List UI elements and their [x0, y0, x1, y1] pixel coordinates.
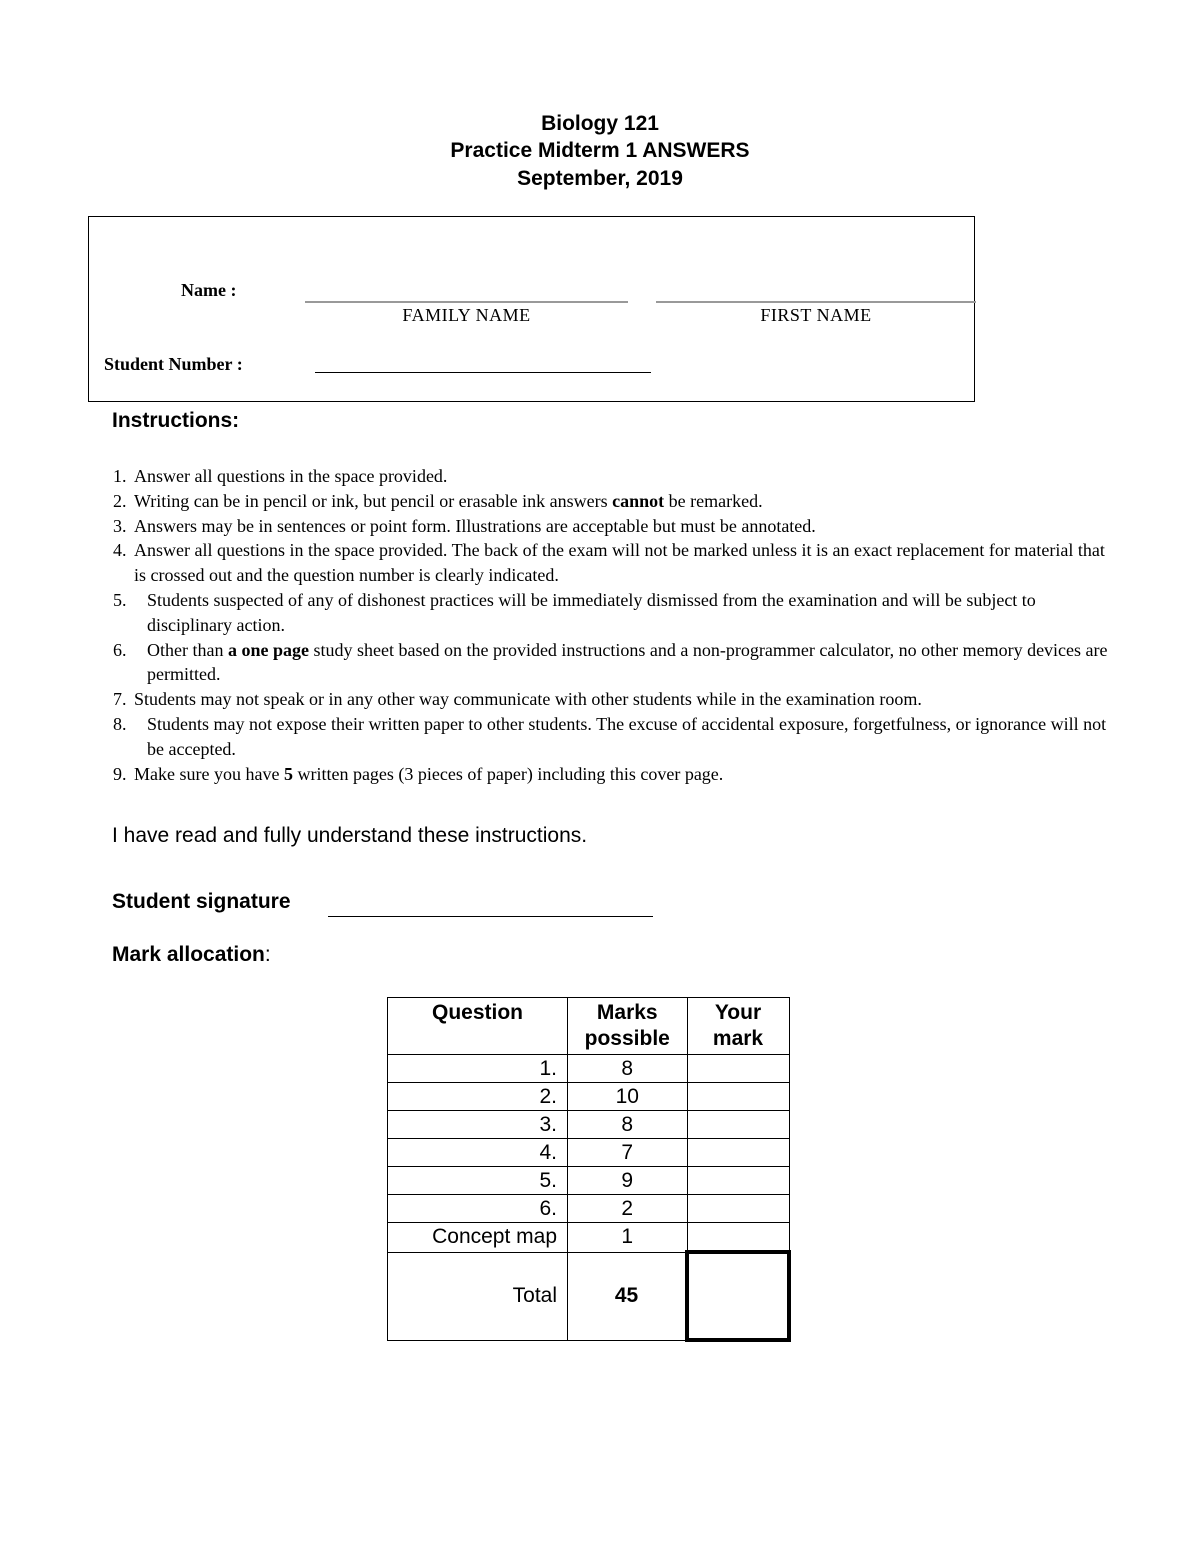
mark-allocation-heading: Mark allocation:	[112, 943, 271, 966]
instruction-item: 8. Students may not expose their written paper to other students. The excuse of accidental exposure, forgetfulness, or ignorance will not be accepted.	[113, 713, 1107, 759]
your-mark-cell[interactable]	[687, 1167, 789, 1195]
instruction-item: 9. Make sure you have 5 written pages (3 pieces of paper) including this cover page.	[113, 763, 724, 784]
student-info-box	[88, 216, 975, 402]
acknowledgement-statement: I have read and fully understand these instructions.	[112, 824, 588, 847]
total-label: Total	[388, 1252, 568, 1340]
mark-allocation-table	[387, 997, 791, 1342]
your-mark-cell[interactable]	[687, 1195, 789, 1223]
total-row	[388, 1252, 790, 1340]
question-cell: 3.	[388, 1111, 568, 1139]
table-row	[388, 1111, 790, 1139]
question-cell: 6.	[388, 1195, 568, 1223]
column-header-question: Question	[388, 998, 568, 1055]
marks-cell: 8	[568, 1111, 688, 1139]
marks-cell: 8	[568, 1055, 688, 1083]
instruction-item: 4. Answer all questions in the space provided. The back of the exam will not be marked unless it is an exact replacement for material that is crossed out and the question number is clearly indicated.	[113, 540, 1105, 586]
question-cell: 5.	[388, 1167, 568, 1195]
table-header-row	[388, 998, 790, 1055]
instruction-item: 3. Answers may be in sentences or point form. Illustrations are acceptable but must be annotated.	[113, 515, 816, 536]
student-number-label: Student Number :	[104, 354, 243, 374]
marks-cell: 10	[568, 1083, 688, 1111]
instruction-item: 6. Other than a one page study sheet based on the provided instructions and a non-programmer calculator, no other memory devices are permitted.	[113, 639, 1108, 685]
first-name-field[interactable]	[656, 301, 976, 303]
name-label: Name :	[181, 280, 237, 300]
course-title: Biology 121	[541, 112, 659, 135]
column-header-marks-possible: Marks possible	[568, 998, 688, 1055]
marks-cell: 7	[568, 1139, 688, 1167]
signature-field[interactable]	[328, 916, 653, 917]
instruction-item: 7. Students may not speak or in any other way communicate with other students while in the examination room.	[113, 689, 922, 710]
instruction-item: 5. Students suspected of any of dishonest practices will be immediately dismissed from the examination and will be subject to disciplinary action.	[113, 589, 1036, 635]
question-cell: Concept map	[388, 1223, 568, 1253]
family-name-caption: FAMILY NAME	[402, 305, 531, 325]
question-cell: 1.	[388, 1055, 568, 1083]
instructions-heading: Instructions:	[112, 409, 240, 432]
your-mark-cell[interactable]	[687, 1083, 789, 1111]
first-name-caption: FIRST NAME	[760, 305, 872, 325]
family-name-field[interactable]	[305, 301, 628, 303]
your-mark-cell[interactable]	[687, 1139, 789, 1167]
question-cell: 2.	[388, 1083, 568, 1111]
marks-cell: 2	[568, 1195, 688, 1223]
total-your-mark-box[interactable]	[687, 1252, 789, 1340]
table-row	[388, 1167, 790, 1195]
marks-cell: 9	[568, 1167, 688, 1195]
your-mark-cell[interactable]	[687, 1111, 789, 1139]
exam-title: Practice Midterm 1 ANSWERS	[450, 139, 750, 162]
marks-cell: 1	[568, 1223, 688, 1253]
exam-date: September, 2019	[517, 167, 683, 190]
total-marks: 45	[568, 1252, 688, 1340]
column-header-your-mark: Your mark	[687, 998, 789, 1055]
your-mark-cell[interactable]	[687, 1055, 789, 1083]
table-row	[388, 1195, 790, 1223]
instruction-item: 1. Answer all questions in the space provided.	[113, 466, 448, 486]
student-number-field[interactable]	[315, 372, 651, 373]
instruction-item: 2. Writing can be in pencil or ink, but pencil or erasable ink answers cannot be remarked.	[113, 490, 763, 511]
your-mark-cell[interactable]	[687, 1223, 789, 1253]
table-row	[388, 1055, 790, 1083]
signature-label: Student signature	[112, 890, 291, 913]
table-row	[388, 1139, 790, 1167]
instructions-list	[112, 464, 1112, 786]
table-row	[388, 1083, 790, 1111]
question-cell: 4.	[388, 1139, 568, 1167]
table-row	[388, 1223, 790, 1253]
